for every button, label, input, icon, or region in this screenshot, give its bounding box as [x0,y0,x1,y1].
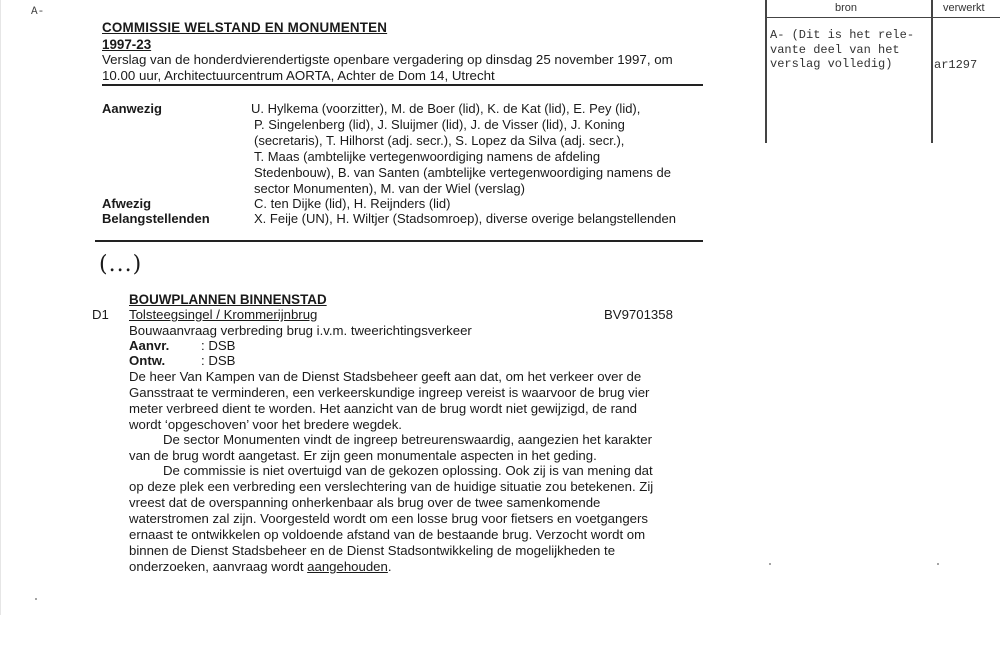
processed-code: ar1297 [934,58,978,72]
item-title: Tolsteegsingel / Krommerijnbrug [129,307,318,322]
paragraph-line: waterstromen zal zijn. Voorgesteld wordt om een losse brug voor fietsers en voetgangers [129,511,648,526]
scan-speck [937,563,939,565]
paragraph-line: wordt ‘opgeschoven’ voor het bredere wegdek. [129,417,402,432]
source-note: A- (Dit is het rele- vante deel van het verslag volledig) [770,28,915,71]
paragraph-line: op deze plek een verbreding een verslechtering van de huidige situatie zou betekenen. Zij [129,479,654,494]
margin-mark: A- [31,6,45,18]
paragraph-line: De heer Van Kampen van de Dienst Stadsbeheer geeft aan dat, om het verkeer over de [129,369,642,384]
absent-value: C. ten Dijke (lid), H. Reijnders (lid) [254,196,451,211]
last-line-suffix: . [387,559,392,574]
applicant-value: : DSB [201,338,236,353]
paragraph-line: Gansstraat te verminderen, een verkeerskundige ingreep vereist is waarvoor de brug vier [129,385,650,400]
column-header-processed: verwerkt [943,2,985,14]
scan-speck [35,598,37,600]
section-title: BOUWPLANNEN BINNENSTAD [129,292,327,307]
present-line: T. Maas (ambtelijke vertegenwoordiging namens de afdeling [254,149,601,164]
item-subtitle: Bouwaanvraag verbreding brug i.v.m. tweerichtingsverkeer [129,323,472,338]
last-line-prefix: onderzoeken, aanvraag wordt [129,559,308,574]
document-title: COMMISSIE WELSTAND EN MONUMENTEN [102,20,388,35]
scan-speck [769,563,771,565]
paragraph-line: ernaast te ontwikkelen op voldoende afstand van de bestaande brug. Verzocht wordt om [129,527,646,542]
absent-label: Afwezig [102,196,152,211]
paragraph-line: binnen de Dienst Stadsbeheer en de Dienst Stadsontwikkeling de mogelijkheden te [129,543,616,558]
omission-marker: (...) [99,252,143,277]
source-table [765,0,1000,143]
report-description-line-2: 10.00 uur, Architectuurcentrum AORTA, Achter de Dom 14, Utrecht [102,68,495,83]
paragraph-line: De sector Monumenten vindt de ingreep betreurenswaardig, aangezien het karakter [163,432,652,447]
table-column-divider [931,0,933,143]
present-line: Stedenbouw), B. van Santen (ambtelijke vertegenwoordiging namens de [254,165,671,180]
paragraph-line: van de brug wordt aangetast. Er zijn geen monumentale aspecten in het geding. [129,448,597,463]
paragraph-line: meter verbreed dient te worden. Het aanzicht van de brug wordt niet gewijzigd, de rand [129,401,638,416]
present-label: Aanwezig [102,101,162,116]
attendance-divider [95,240,703,242]
column-header-source: bron [835,2,858,14]
present-line: sector Monumenten), M. van der Wiel (verslag) [254,181,525,196]
stakeholders-label: Belangstellenden [102,211,210,226]
paragraph-line: vreest dat de overspanning onherkenbaar als brug over de twee samenkomende [129,495,601,510]
item-number: D1 [92,307,109,322]
designer-label: Ontw. [129,353,166,368]
header-divider [102,84,703,86]
table-border-left [765,0,767,143]
report-description-line-1: Verslag van de honderdvierendertigste openbare vergadering op dinsdag 25 november 1997, om [102,52,673,67]
present-line: (secretaris), T. Hilhorst (adj. secr.), S. Lopez da Silva (adj. secr.), [254,133,625,148]
designer-value: : DSB [201,353,236,368]
report-number: 1997-23 [102,37,152,52]
present-line: U. Hylkema (voorzitter), M. de Boer (lid), K. de Kat (lid), E. Pey (lid), [251,101,641,116]
paragraph-line: De commissie is niet overtuigd van de gekozen oplossing. Ook zij is van mening dat [163,463,653,478]
item-code: BV9701358 [604,307,673,322]
present-line: P. Singelenberg (lid), J. Sluijmer (lid), J. de Visser (lid), J. Koning [254,117,625,132]
applicant-label: Aanvr. [129,338,170,353]
stakeholders-value: X. Feije (UN), H. Wiltjer (Stadsomroep), diverse overige belangstellenden [254,211,676,226]
paragraph-last-line [129,559,392,574]
decision-held: aangehouden [307,559,388,574]
table-header-divider [765,17,1000,18]
